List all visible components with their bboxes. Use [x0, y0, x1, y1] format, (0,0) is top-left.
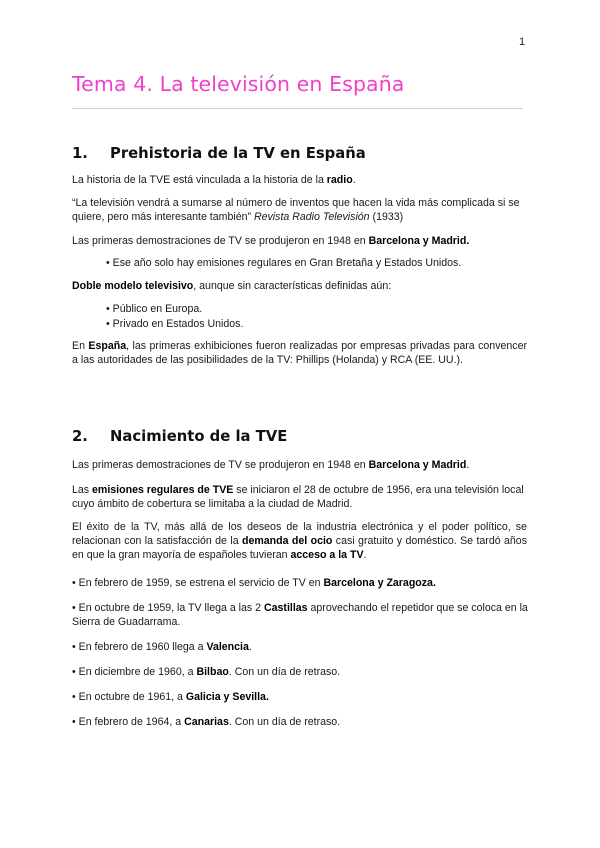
section-2-heading — [72, 428, 287, 445]
section-2-paragraph-1 — [72, 458, 528, 472]
text-run: • En febrero de 1960 llega a — [72, 641, 207, 653]
quote-source: Revista Radio Televisión — [253, 211, 370, 224]
quote-text: “La televisión vendrá a sumarse al número de inventos que hacen la vida más complicada si se quiere, pero más interesante también” — [72, 197, 520, 224]
bold-text: Bilbao — [196, 666, 229, 678]
section-2-paragraph-3 — [72, 520, 527, 563]
bold-text: Galicia y Sevilla. — [185, 691, 269, 703]
text-run: • En febrero de 1964, a — [72, 716, 185, 728]
text-run: . — [352, 174, 356, 186]
text-run: aprovechando el repetidor que se coloca en la Sierra de Guadarrama. — [72, 602, 528, 629]
text-run: . — [466, 459, 470, 471]
bold-text: Canarias — [184, 716, 229, 728]
section-1-quote — [72, 196, 530, 224]
text-run: • En octubre de 1959, la TV llega a las 2 — [72, 602, 264, 614]
section-1-heading — [72, 145, 366, 162]
section-1-paragraph-1 — [72, 173, 528, 187]
text-run: Las — [72, 484, 93, 496]
bold-text: Barcelona y Madrid. — [368, 235, 470, 247]
text-run: La historia de la TVE está vinculada a la historia de la — [72, 174, 327, 186]
document-title: Tema 4. La televisión en España — [72, 72, 405, 96]
text-run: , las primeras exhibiciones fueron realizadas por empresas privadas para convencer a las autoridades de las posibilidades de la TV: Phillips (Holanda) y RCA (EE. UU.). — [72, 340, 527, 367]
section-1-paragraph-4 — [72, 279, 528, 293]
section-1-bullet-3: • Privado en Estados Unidos. — [106, 318, 244, 330]
page-number: 1 — [519, 36, 526, 48]
bold-text: Barcelona y Zaragoza. — [323, 577, 436, 589]
text-run: casi gratuito y doméstico. Se tardó años en que la gran mayoría de españoles tuvieran — [72, 535, 527, 562]
text-run: Las primeras demostraciones de TV se produjeron en 1948 en — [72, 235, 369, 247]
title-divider — [72, 108, 523, 109]
quote-year: (1933) — [369, 211, 404, 224]
section-2-bullet-4 — [72, 665, 528, 679]
text-run: . Con un día de retraso. — [228, 716, 341, 728]
bold-text: radio — [326, 174, 353, 186]
text-run: • En diciembre de 1960, a — [72, 666, 197, 678]
text-run: . — [248, 641, 252, 653]
text-run: El éxito de la TV, más allá de los deseos de la industria electrónica y el poder político, se relacionan con la satisfacción de la — [72, 521, 527, 548]
section-1-paragraph-5 — [72, 339, 527, 367]
bold-text: Doble modelo televisivo — [72, 280, 194, 292]
section-2-bullet-6 — [72, 715, 528, 729]
section-2-paragraph-2 — [72, 483, 532, 511]
section-1-bullet-2: • Público en Europa. — [106, 303, 203, 315]
section-1-bullet-1: • Ese año solo hay emisiones regulares en Gran Bretaña y Estados Unidos. — [106, 257, 462, 269]
section-1-number: 1. — [72, 145, 88, 162]
text-run: Las primeras demostraciones de TV se produjeron en 1948 en — [72, 459, 369, 471]
bold-text: acceso a la TV — [290, 549, 364, 562]
section-1-paragraph-3 — [72, 234, 528, 248]
bold-text: Barcelona y Madrid — [368, 459, 467, 471]
bold-text: España — [88, 340, 127, 352]
section-2-bullet-3 — [72, 640, 528, 654]
bold-text: demanda del ocio — [242, 535, 333, 548]
text-run: , aunque sin características definidas aún: — [193, 280, 392, 292]
text-run: • En febrero de 1959, se estrena el servicio de TV en — [72, 577, 324, 589]
section-1-title: Prehistoria de la TV en España — [110, 145, 366, 162]
section-2-bullet-2 — [72, 601, 530, 629]
text-run: . Con un día de retraso. — [228, 666, 341, 678]
text-run: . — [363, 549, 367, 562]
bold-text: Castillas — [263, 602, 308, 614]
section-2-title: Nacimiento de la TVE — [110, 428, 288, 445]
text-run: • En octubre de 1961, a — [72, 691, 186, 703]
bold-text: Valencia — [206, 641, 249, 653]
section-2-bullet-1 — [72, 576, 528, 590]
section-2-bullet-5 — [72, 690, 528, 704]
text-run: En — [72, 340, 89, 352]
section-2-number: 2. — [72, 428, 88, 445]
bold-text: emisiones regulares de TVE — [92, 484, 234, 496]
text-run: se iniciaron el 28 de octubre de 1956, era una televisión local cuyo ámbito de cobertura se limitaba a la ciudad de Madrid. — [72, 484, 524, 511]
